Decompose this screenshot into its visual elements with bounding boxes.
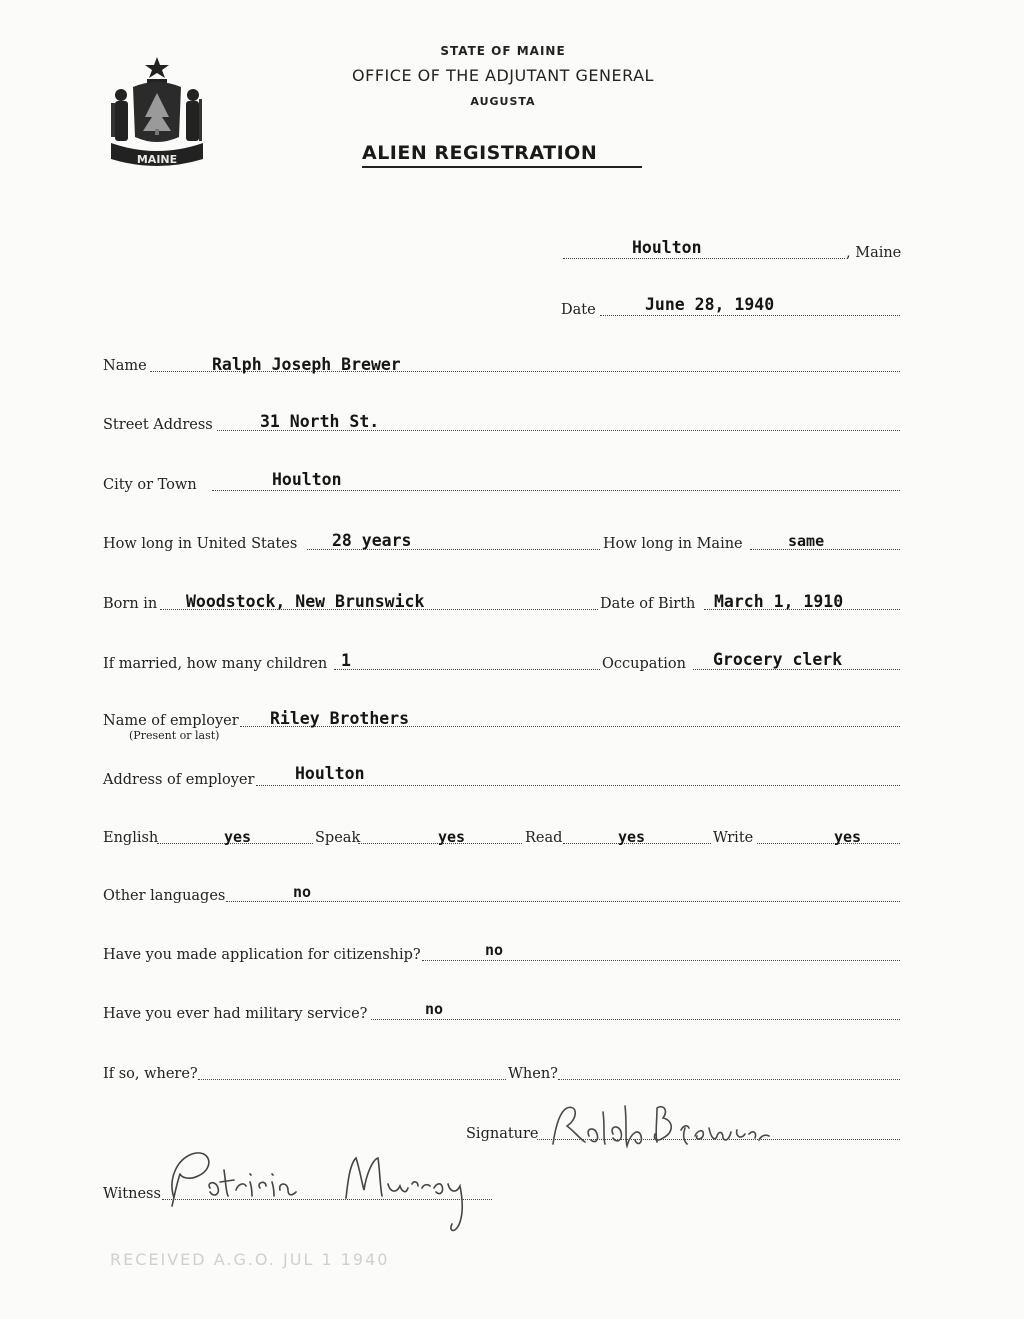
svg-text:Patricia Murray: Patricia Murray bbox=[160, 1140, 169, 1141]
street-address-value: 31 North St. bbox=[260, 412, 380, 431]
form-title: ALIEN REGISTRATION bbox=[362, 142, 642, 168]
received-stamp: RECEIVED A.G.O. JUL 1 1940 bbox=[110, 1250, 390, 1269]
born-in-value: Woodstock, New Brunswick bbox=[186, 592, 425, 611]
date-label: Date bbox=[561, 302, 596, 318]
occupation-value: Grocery clerk bbox=[713, 650, 843, 669]
if-so-where-label: If so, where? bbox=[103, 1066, 198, 1082]
how-long-maine-label: How long in Maine bbox=[603, 536, 743, 552]
occupation-label: Occupation bbox=[602, 656, 686, 672]
place-line bbox=[563, 258, 845, 259]
if-so-where-line bbox=[198, 1079, 506, 1080]
svg-text:MAINE: MAINE bbox=[136, 153, 178, 166]
date-line bbox=[600, 315, 900, 316]
place-suffix: , Maine bbox=[846, 245, 902, 261]
how-long-maine-line bbox=[750, 549, 900, 550]
date-of-birth-label: Date of Birth bbox=[600, 596, 696, 612]
place-value: Houlton bbox=[632, 238, 702, 257]
date-value: June 28, 1940 bbox=[645, 295, 775, 314]
read-value: yes bbox=[618, 828, 646, 846]
employer-sublabel: (Present or last) bbox=[129, 729, 220, 742]
street-address-label: Street Address bbox=[103, 417, 213, 433]
date-of-birth-value: March 1, 1910 bbox=[714, 592, 844, 611]
name-label: Name bbox=[103, 358, 147, 374]
children-value: 1 bbox=[341, 651, 351, 670]
how-long-us-value: 28 years bbox=[332, 531, 412, 550]
english-label: English bbox=[103, 830, 159, 846]
signature-handwriting bbox=[545, 1100, 795, 1156]
when-label: When? bbox=[508, 1066, 558, 1082]
signature-label: Signature bbox=[466, 1126, 539, 1142]
military-value: no bbox=[425, 1000, 444, 1018]
employer-value: Riley Brothers bbox=[270, 709, 410, 728]
speak-value: yes bbox=[438, 828, 466, 846]
employer-address-value: Houlton bbox=[295, 764, 365, 783]
write-value: yes bbox=[834, 828, 862, 846]
citizenship-line bbox=[422, 960, 900, 961]
svg-text:Ralph Brewer: Ralph Brewer bbox=[545, 1100, 553, 1101]
city-heading: AUGUSTA bbox=[470, 95, 536, 108]
name-value: Ralph Joseph Brewer bbox=[212, 355, 401, 374]
employer-address-line bbox=[256, 785, 900, 786]
city-town-line bbox=[212, 490, 900, 491]
speak-label: Speak bbox=[315, 830, 361, 846]
other-languages-label: Other languages bbox=[103, 888, 226, 904]
children-label: If married, how many children bbox=[103, 656, 328, 672]
occupation-line bbox=[693, 669, 900, 670]
english-value: yes bbox=[224, 828, 252, 846]
born-in-label: Born in bbox=[103, 596, 158, 612]
write-label: Write bbox=[713, 830, 754, 846]
citizenship-value: no bbox=[485, 941, 504, 959]
read-label: Read bbox=[525, 830, 563, 846]
military-label: Have you ever had military service? bbox=[103, 1006, 368, 1022]
city-town-value: Houlton bbox=[272, 470, 342, 489]
how-long-maine-value: same bbox=[788, 532, 825, 550]
how-long-us-label: How long in United States bbox=[103, 536, 298, 552]
write-line bbox=[757, 843, 900, 844]
other-languages-line bbox=[226, 901, 900, 902]
when-line bbox=[558, 1079, 900, 1080]
witness-label: Witness bbox=[103, 1186, 161, 1202]
children-line bbox=[334, 669, 600, 670]
state-heading: STATE OF MAINE bbox=[440, 44, 566, 58]
witness-handwriting bbox=[160, 1140, 500, 1240]
citizenship-label: Have you made application for citizenship? bbox=[103, 947, 421, 963]
city-town-label: City or Town bbox=[103, 477, 197, 493]
military-line bbox=[371, 1019, 900, 1020]
office-heading: OFFICE OF THE ADJUTANT GENERAL bbox=[352, 66, 654, 85]
employer-label: Name of employer bbox=[103, 713, 239, 729]
employer-address-label: Address of employer bbox=[103, 772, 255, 788]
other-languages-value: no bbox=[293, 883, 312, 901]
